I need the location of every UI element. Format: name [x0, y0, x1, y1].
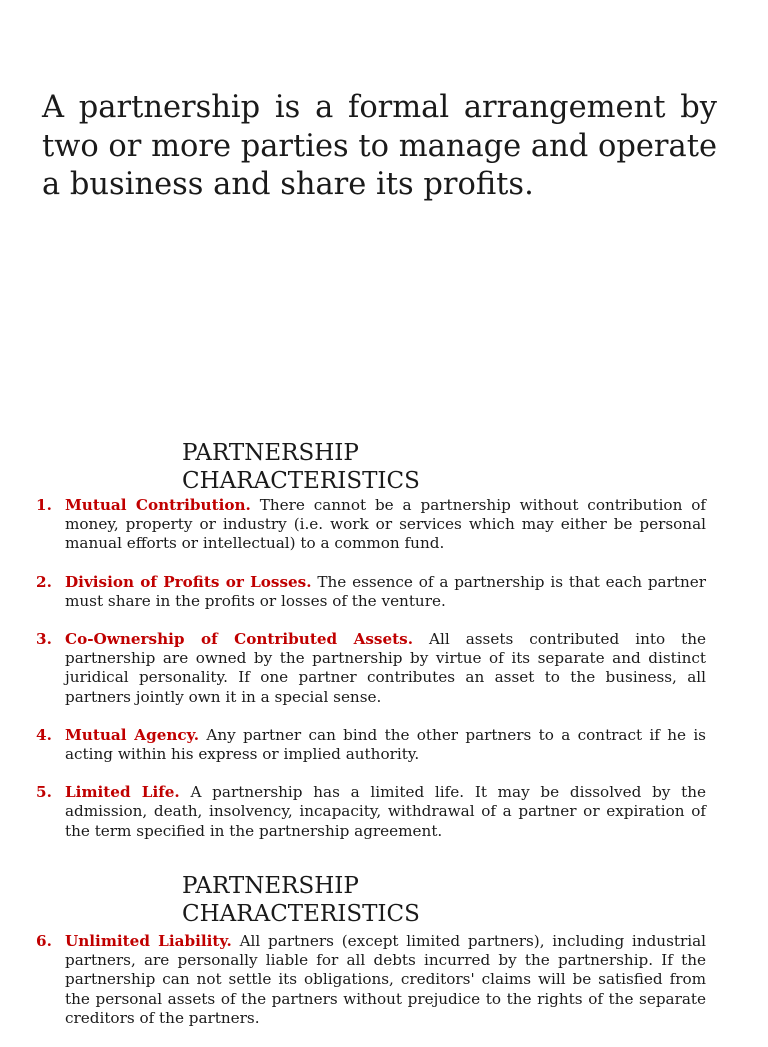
list-item	[0, 573, 706, 611]
list-item	[0, 932, 706, 1028]
list-item	[0, 783, 706, 841]
item-number: 5.	[36, 783, 52, 802]
section-heading-line2: CHARACTERISTICS	[182, 468, 420, 494]
characteristics-list	[0, 496, 768, 860]
item-term: Unlimited Liability.	[65, 932, 232, 950]
item-number: 3.	[36, 630, 52, 649]
item-text: All assets contributed into the partnership are owned by the partnership by virtue of its separate and distinct juridical personality. If one partner contributes an asset to the business, all partners jointly own it in a special sense.	[65, 630, 706, 706]
item-text: A partnership has a limited life. It may be dissolved by the admission, death, insolvency, incapacity, withdrawal of a partner or expiration of the term specified in the partnership agreement.	[65, 783, 706, 840]
intro-paragraph: A partnership is a formal arrangement by two or more parties to manage and operate a business and share its profits.	[42, 90, 717, 202]
item-text: Any partner can bind the other partners to a contract if he is acting within his express or implied authority.	[65, 725, 706, 764]
list-item	[0, 496, 706, 554]
characteristics-list	[0, 932, 768, 1047]
item-text: All partners (except limited partners), including industrial partners, are personally liable for all debts incurred by the partnership. If the partnership can not settle its obligations, creditors' claims will be satisfied from the personal assets of the partners without prejudice to the rights of the separate creditors of the partners.	[65, 932, 706, 1027]
item-number: 6.	[36, 932, 52, 950]
item-term: Limited Life.	[65, 783, 180, 802]
section-heading-line1: PARTNERSHIP	[182, 873, 359, 899]
item-number: 4.	[36, 725, 52, 744]
item-term: Co-Ownership of Contributed Assets.	[65, 630, 413, 649]
list-item	[0, 630, 706, 707]
item-number: 2.	[36, 572, 52, 591]
section-heading	[182, 439, 582, 495]
item-number: 1.	[36, 496, 52, 514]
item-text: There cannot be a partnership without contribution of money, property or industry (i.e. work or services which may either be personal manual efforts or intellectual) to a common fund.	[65, 496, 706, 553]
section-heading	[182, 872, 582, 928]
list-item	[0, 726, 706, 764]
section-heading-line2: CHARACTERISTICS	[182, 901, 420, 927]
item-term: Division of Profits or Losses.	[65, 572, 312, 591]
section-heading-line1: PARTNERSHIP	[182, 440, 359, 466]
item-term: Mutual Contribution.	[65, 496, 251, 514]
item-text: The essence of a partnership is that each partner must share in the profits or losses of the venture.	[65, 572, 707, 610]
item-term: Mutual Agency.	[65, 725, 200, 744]
